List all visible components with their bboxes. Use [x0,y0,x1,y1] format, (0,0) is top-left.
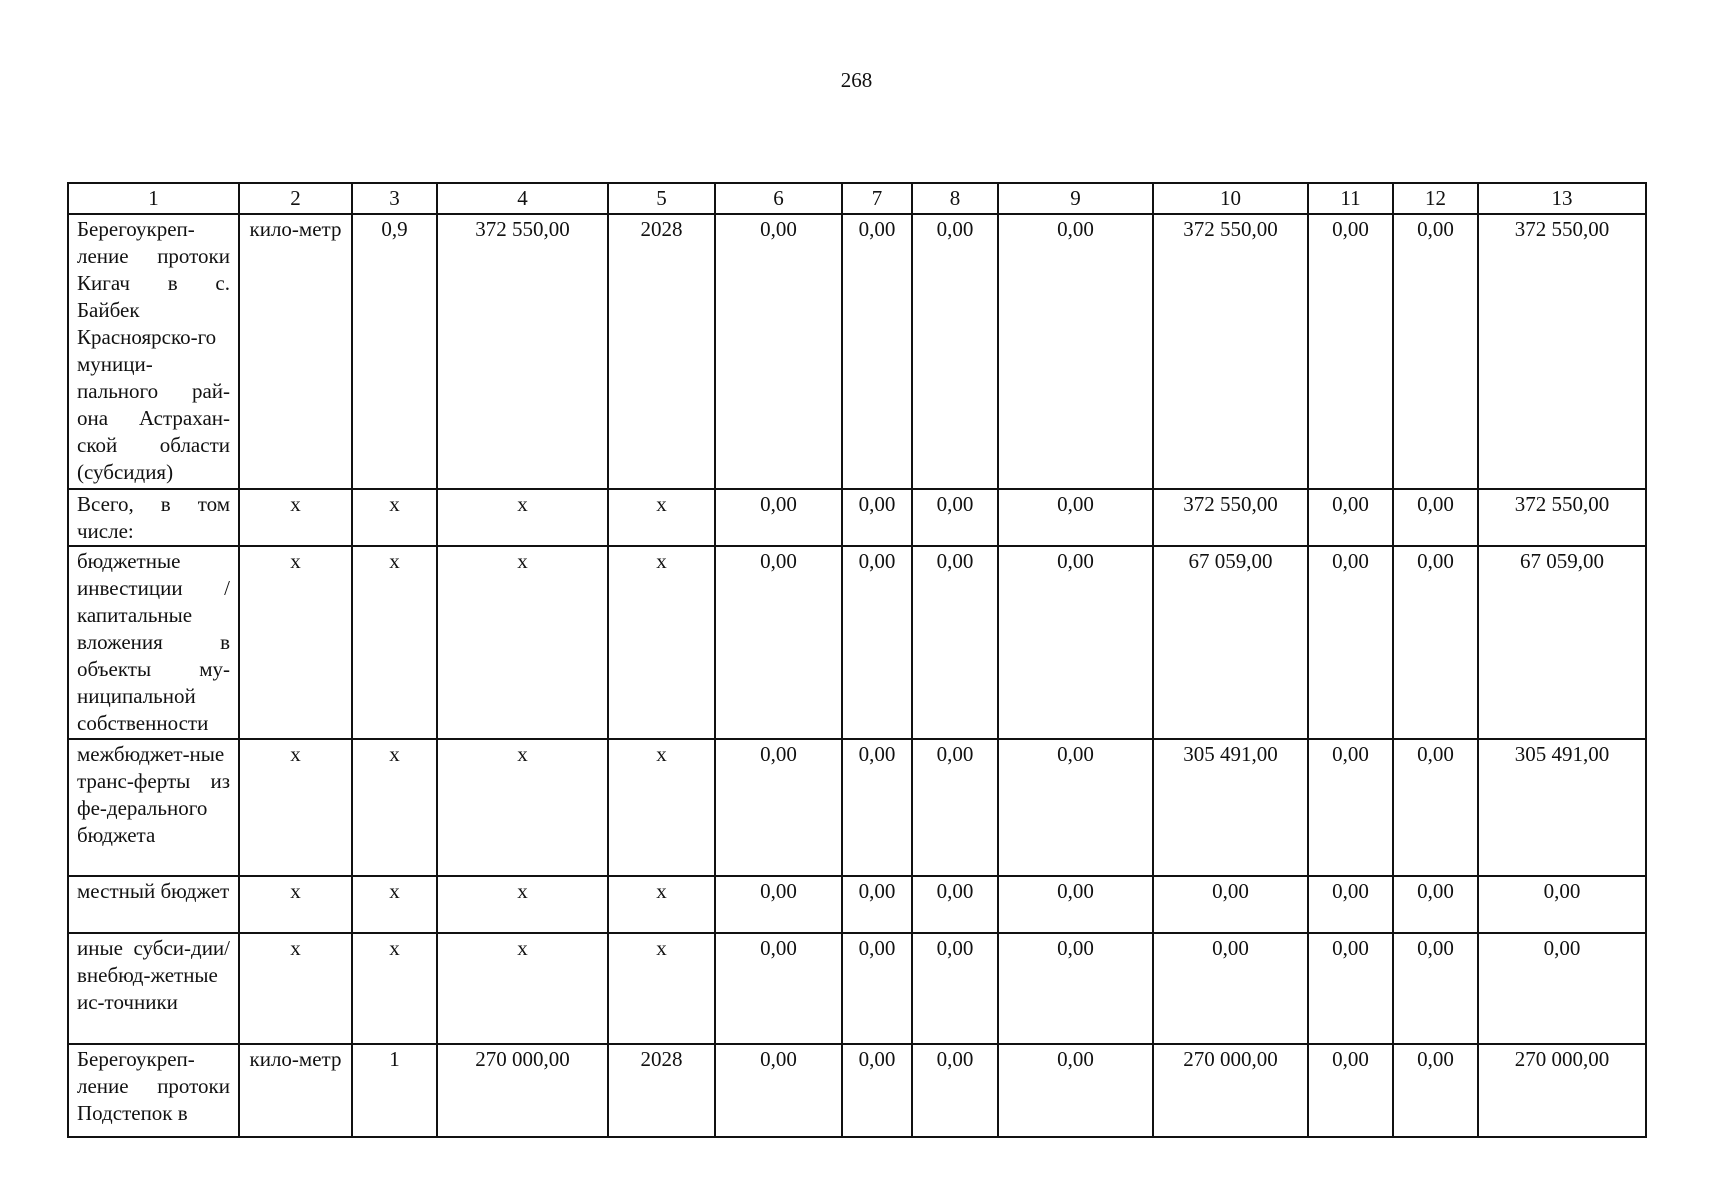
table-cell: 0,00 [1308,1044,1393,1137]
table-cell: 67 059,00 [1478,546,1646,739]
table-cell: х [608,876,715,933]
table-cell: х [437,876,608,933]
table-cell: 0,00 [1393,546,1478,739]
column-header: 7 [842,183,912,214]
table-cell: х [239,546,352,739]
table-cell: 0,00 [998,214,1153,489]
table-cell: 372 550,00 [1478,489,1646,546]
table-cell: х [608,739,715,876]
table-cell: 0,00 [842,739,912,876]
table-cell: 0,00 [715,739,842,876]
table-cell: 0,00 [912,546,998,739]
table-cell: х [608,546,715,739]
table-row [68,546,1646,739]
table-cell: 0,00 [1308,489,1393,546]
column-header: 8 [912,183,998,214]
table-cell: 0,00 [842,214,912,489]
table-cell: 270 000,00 [1478,1044,1646,1137]
table-cell: 270 000,00 [437,1044,608,1137]
table-cell: 0,00 [1153,876,1308,933]
table-row [68,214,1646,489]
table-cell: 270 000,00 [1153,1044,1308,1137]
table-cell: 67 059,00 [1153,546,1308,739]
table-cell: 0,00 [1308,876,1393,933]
table-cell: х [352,489,437,546]
row-name: межбюджет-ные транс-ферты из фе-дерального бюджета [68,739,239,876]
table-cell: 372 550,00 [437,214,608,489]
table-cell: х [239,876,352,933]
row-name: Берегоукреп-ление протоки Кигач в с. Байбек Красноярско-го муници-пального рай-она Астрахан-ской области (субсидия) [68,214,239,489]
table-cell: х [239,739,352,876]
table-cell: 0,00 [715,933,842,1044]
column-header: 3 [352,183,437,214]
table-cell: 0,00 [1308,933,1393,1044]
table-cell: 0,00 [1308,739,1393,876]
column-header: 5 [608,183,715,214]
table-cell: 1 [352,1044,437,1137]
table-cell: 0,00 [1393,876,1478,933]
column-header: 13 [1478,183,1646,214]
table-row [68,876,1646,933]
table-cell: 0,00 [998,1044,1153,1137]
column-header: 11 [1308,183,1393,214]
row-name: Всего, в том числе: [68,489,239,546]
table-cell: 0,00 [1393,214,1478,489]
column-header: 2 [239,183,352,214]
table-cell: 0,00 [998,546,1153,739]
table-cell: 0,00 [1393,933,1478,1044]
table-cell: 0,00 [1393,739,1478,876]
table-cell: 2028 [608,1044,715,1137]
column-header: 4 [437,183,608,214]
table-cell: кило-метр [239,214,352,489]
table-cell: 0,00 [998,489,1153,546]
table-cell: 0,00 [715,489,842,546]
table-cell: х [437,546,608,739]
row-name: бюджетные инвестиции / капитальные вложения в объекты му-ниципальной собственности [68,546,239,739]
column-header: 12 [1393,183,1478,214]
table-cell: 0,00 [1478,876,1646,933]
table-cell: 0,00 [912,876,998,933]
table-cell: 305 491,00 [1478,739,1646,876]
table-cell: х [437,739,608,876]
table-cell: 0,00 [998,876,1153,933]
table-cell: х [352,739,437,876]
table-cell: х [352,876,437,933]
budget-table [67,182,1647,1138]
table-cell: 0,00 [912,739,998,876]
column-header: 9 [998,183,1153,214]
table-row [68,489,1646,546]
table-cell: 0,00 [842,933,912,1044]
table-cell: 0,00 [1478,933,1646,1044]
table-cell: х [239,489,352,546]
table-cell: 0,9 [352,214,437,489]
table-cell: х [608,489,715,546]
table-cell: 0,00 [912,1044,998,1137]
table-cell: х [608,933,715,1044]
table-cell: 372 550,00 [1153,214,1308,489]
column-header: 10 [1153,183,1308,214]
table-cell: 372 550,00 [1153,489,1308,546]
page-number: 268 [840,68,873,92]
table-cell: 0,00 [998,739,1153,876]
table-cell: 0,00 [842,546,912,739]
table-cell: 0,00 [715,546,842,739]
column-header: 1 [68,183,239,214]
table-cell: х [352,546,437,739]
table-cell: 0,00 [998,933,1153,1044]
row-name: Берегоукреп-ление протоки Подстепок в [68,1044,239,1137]
table-cell: 0,00 [715,876,842,933]
row-name: иные субси-дии/ внебюд-жетные ис-точники [68,933,239,1044]
table-cell: 0,00 [912,214,998,489]
table-cell: 0,00 [715,1044,842,1137]
table-cell: 2028 [608,214,715,489]
table-cell: 0,00 [1308,214,1393,489]
table-cell: 0,00 [842,1044,912,1137]
table-row [68,1044,1646,1137]
table-cell: 0,00 [1153,933,1308,1044]
table-cell: х [352,933,437,1044]
table-cell: 305 491,00 [1153,739,1308,876]
table-cell: х [239,933,352,1044]
table-row [68,739,1646,876]
table-cell: 0,00 [912,933,998,1044]
column-header: 6 [715,183,842,214]
row-name: местный бюджет [68,876,239,933]
table-cell: 372 550,00 [1478,214,1646,489]
table-row [68,933,1646,1044]
table-cell: х [437,489,608,546]
table-cell: 0,00 [842,489,912,546]
table-cell: 0,00 [1393,1044,1478,1137]
table-cell: 0,00 [842,876,912,933]
table-cell: кило-метр [239,1044,352,1137]
table-cell: 0,00 [715,214,842,489]
table-cell: 0,00 [1308,546,1393,739]
table-cell: х [437,933,608,1044]
table-cell: 0,00 [1393,489,1478,546]
header-row [68,183,1646,214]
table-cell: 0,00 [912,489,998,546]
